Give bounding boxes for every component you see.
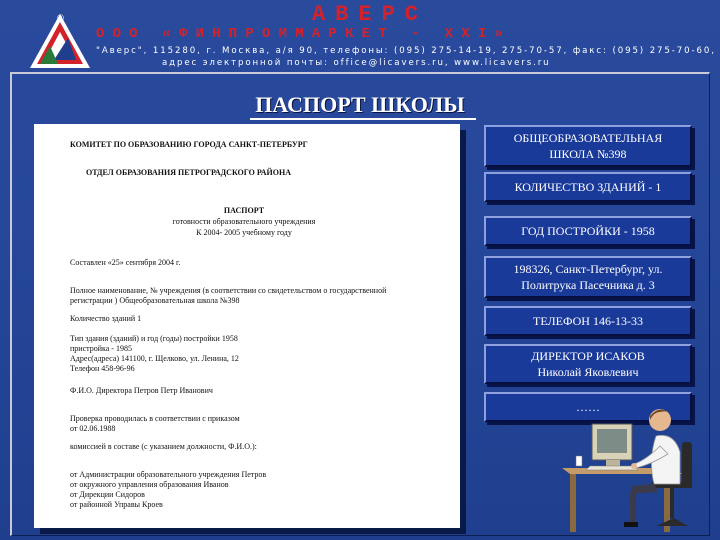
phone-box <box>484 306 692 336</box>
contact-line-1: "Аверс", 115280, г. Москва, а/я 90, телефоны: (095) 275-14-19, 275-70-57, факс: (095) 275-70-60, <box>96 46 716 56</box>
doc-committee: КОМИТЕТ ПО ОБРАЗОВАНИЮ ГОРОДА САНКТ-ПЕТЕРБУРГ <box>70 140 308 149</box>
phone-number: ТЕЛЕФОН 146-13-33 <box>533 314 643 328</box>
doc-member: от Дирекции Сидоров <box>70 490 145 499</box>
school-name-line-1: ОБЩЕОБРАЗОВАТЕЛЬНАЯ <box>513 131 663 145</box>
registered-mark: ® <box>56 14 65 24</box>
doc-full-name-2: регистрации ) Общеобразовательная школа №398 <box>70 296 240 305</box>
page-title: ПАСПОРТ ШКОЛЫ <box>255 92 465 117</box>
year-built: ГОД ПОСТРОЙКИ - 1958 <box>521 224 655 238</box>
address-box <box>484 256 692 298</box>
more-ellipsis: …… <box>576 400 600 414</box>
doc-buildings: Количество зданий 1 <box>70 314 142 323</box>
doc-full-name-1: Полное наименование, № учреждения (в соответствии со свидетельством о государственной <box>70 286 387 295</box>
buildings-box <box>484 172 692 202</box>
address-line-1: 198326, Санкт-Петербург, ул. <box>513 262 663 276</box>
doc-building-type-1: Тип здания (зданий) и год (годы) постройки 1958 <box>70 334 238 343</box>
doc-member: от окружного управления образования Иванов <box>70 480 229 489</box>
doc-building-type-2: пристройка - 1985 <box>70 344 132 353</box>
brand-name: АВЕРС <box>311 2 428 27</box>
doc-department: ОТДЕЛ ОБРАЗОВАНИЯ ПЕТРОГРАДСКОГО РАЙОНА <box>86 168 291 177</box>
doc-title: ПАСПОРТ <box>223 206 265 215</box>
doc-member: от районной Управы Кроев <box>70 500 163 509</box>
doc-director: Ф.И.О. Директора Петров Петр Иванович <box>70 386 213 395</box>
contact-info <box>96 45 716 69</box>
doc-compiled-date: Составлен «25» сентября 2004 г. <box>70 258 181 267</box>
doc-inspection-2: от 02.06.1988 <box>70 424 116 433</box>
year-built-box <box>484 216 692 246</box>
doc-inspection-1: Проверка проводилась в соответствии с приказом <box>70 414 240 423</box>
doc-member: от Администрации образовательного учреждения Петров <box>70 470 267 479</box>
doc-subtitle-1: готовности образовательного учреждения <box>172 217 316 226</box>
school-name-line-2: ШКОЛА №398 <box>549 147 627 161</box>
doc-address: Адрес(адреса) 141100, г. Щелково, ул. Ленина, 12 <box>70 354 239 363</box>
director-line-1: ДИРЕКТОР ИСАКОВ <box>531 349 645 363</box>
passport-document <box>34 124 460 528</box>
doc-phone: Телефон 458-96-96 <box>70 364 135 373</box>
company-name: ООО «ФИНПРОММАРКЕТ - XXI» <box>96 26 512 42</box>
director-line-2: Николай Яковлевич <box>537 365 639 379</box>
doc-commission: комиссией в составе (с указанием должности, Ф.И.О.): <box>70 442 257 451</box>
person-at-computer-icon <box>556 398 716 538</box>
director-box <box>484 344 692 384</box>
title-underline <box>250 118 476 120</box>
contact-line-2: адрес электронной почты: office@licavers.ru, www.licavers.ru <box>162 58 551 68</box>
address-line-2: Политрука Пасечника д. 3 <box>521 278 655 292</box>
school-name-box <box>484 125 692 167</box>
buildings-count: КОЛИЧЕСТВО ЗДАНИЙ - 1 <box>514 180 662 194</box>
doc-subtitle-2: К 2004- 2005 учебному году <box>196 228 292 237</box>
